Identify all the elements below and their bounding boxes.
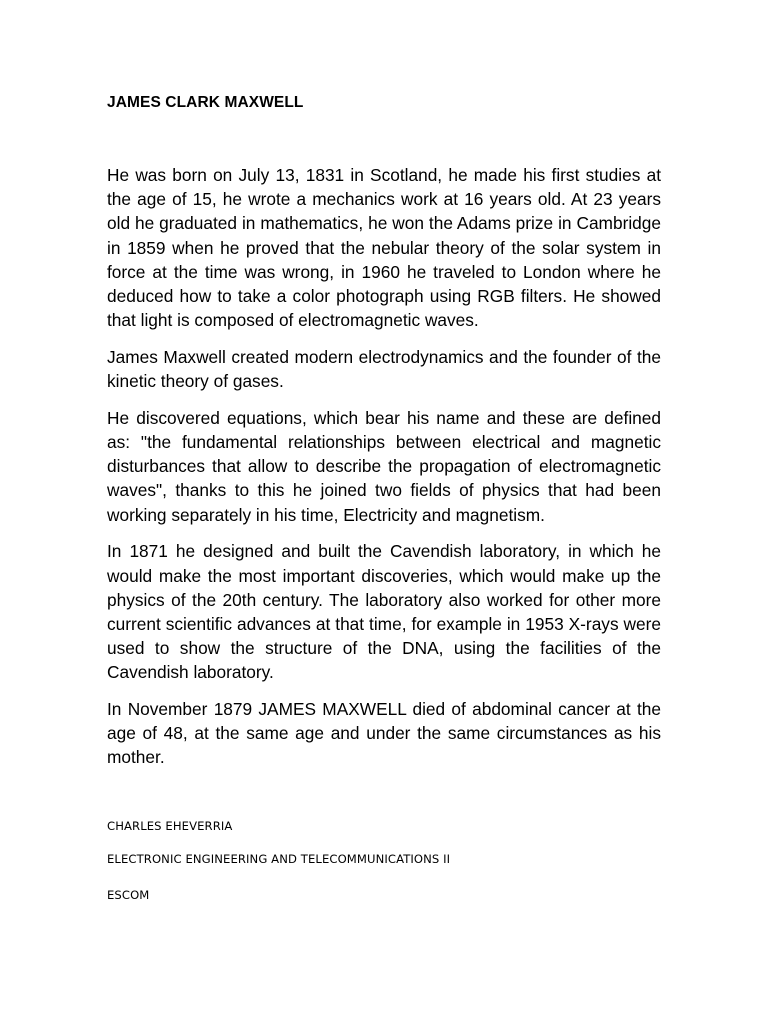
footer-author: CHARLES EHEVERRIA [107, 819, 233, 833]
paragraph-electrodynamics: James Maxwell created modern electrodynamics and the founder of the kinetic theory of gases. [107, 346, 661, 392]
paragraph-birth: He was born on July 13, 1831 in Scotland, he made his first studies at the age of 15, he wrote a mechanics work at 16 years old. At 23 years old he graduated in mathematics, he won the Adams prize in Cambridge in 1859 when he proved that the nebular theory of the solar system in force at the time was wrong, in 1960 he traveled to London where he deduced how to take a color photograph using RGB filters. He showed that light is composed of electromagnetic waves. [107, 165, 661, 331]
document-page [107, 0, 661, 1024]
paragraph-death: In November 1879 JAMES MAXWELL died of abdominal cancer at the age of 48, at the same age and under the same circumstances as his mother. [107, 699, 661, 768]
document-body [107, 163, 661, 782]
footer-course: ELECTRONIC ENGINEERING AND TELECOMMUNICATIONS II [107, 852, 451, 866]
paragraph-cavendish: In 1871 he designed and built the Cavendish laboratory, in which he would make the most important discoveries, which would make up the physics of the 20th century. The laboratory also worked for other more current scientific advances at that time, for example in 1953 X-rays were used to show the structure of the DNA, using the facilities of the Cavendish laboratory. [107, 541, 661, 683]
footer-school: ESCOM [107, 888, 150, 902]
document-title: JAMES CLARK MAXWELL [107, 94, 304, 111]
paragraph-equations: He discovered equations, which bear his name and these are defined as: "the fundamental relationships between electrical and magnetic disturbances that allow to describe the propagation of electromagnetic waves", thanks to this he joined two fields of physics that had been working separately in his time, Electricity and magnetism. [107, 407, 661, 525]
